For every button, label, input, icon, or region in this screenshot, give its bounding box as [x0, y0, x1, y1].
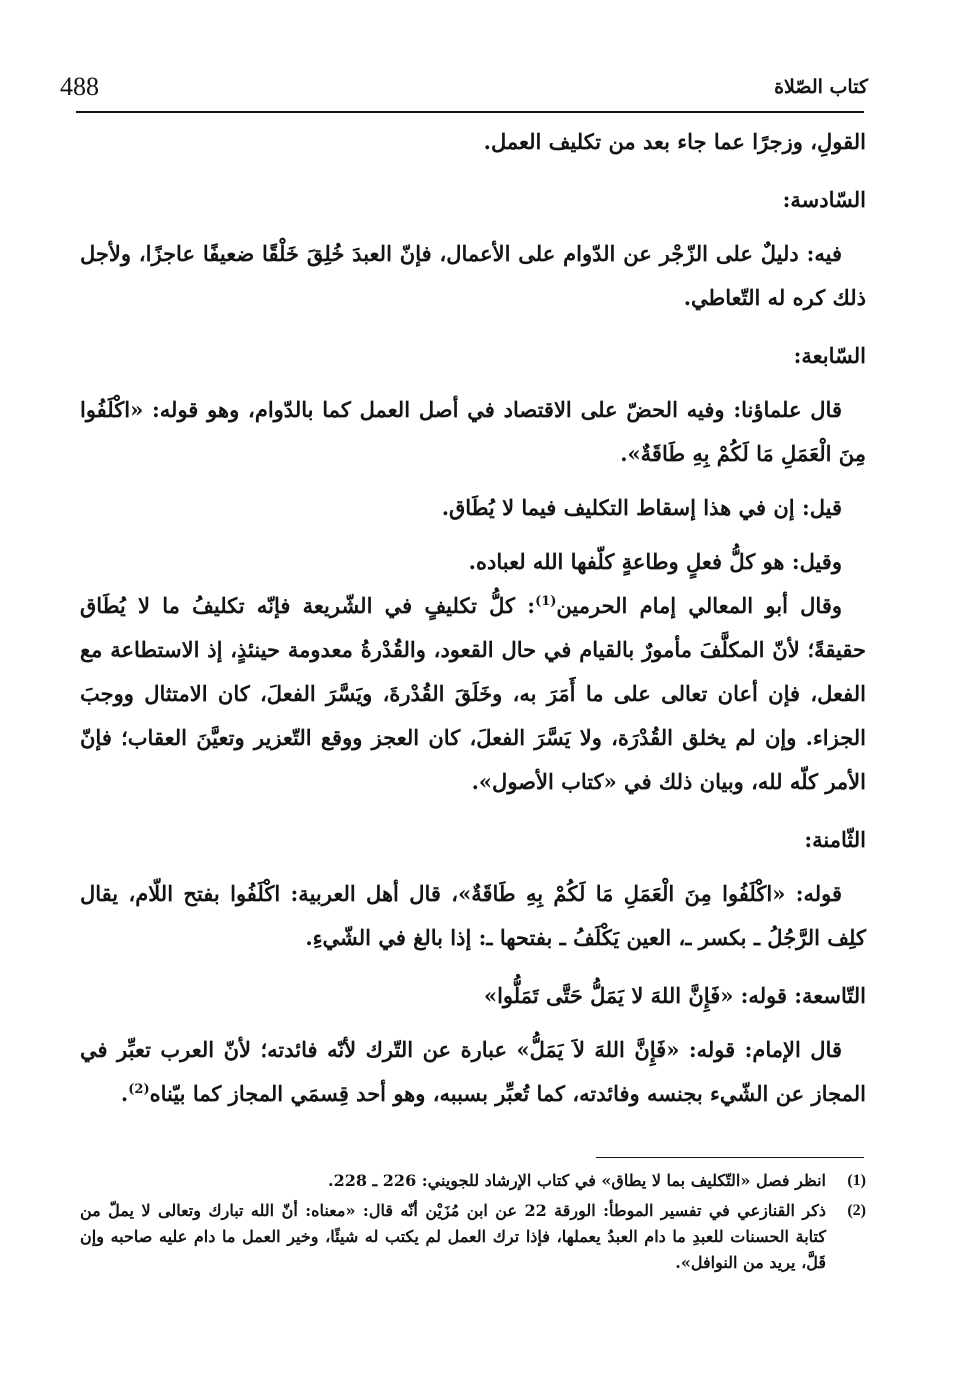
paragraph-abu-al-maali: [80, 584, 866, 804]
paragraph-eighth: قوله: «اكْلَفُوا مِنَ الْعَمَلِ مَا لَكُمْ بِهِ طَاقَةٌ»، قال أهل العربية: اكْلَفُوا بفتح اللّام، يقال كلِف الرَّجُلُ ـ بكسر ـ، العين يَكْلَفُ ـ بفتحها ـ: إذا بالغ في الشّيءِ.: [80, 881, 866, 950]
paragraph-ninth-end: .: [120, 1081, 129, 1106]
paragraph-abu-al-maali-rest: : كلُّ تكليفٍ في الشّريعة فإنّه تكليفُ ما لا يُطَاق حقيقةً؛ لأنّ المكلَّفَ مأمورٌ بالقيام في حال القعود، والقُدْرةُ معدومة حينئذٍ، إذ الاستطاعة مع الفعل، فإن أعان تعالى على ما أَمَرَ به، وخَلَقَ القُدْرةَ، ويَسَّرَ الفعلَ، كان الامتثال ووجبَ الجزاء. وإن لم يخلق القُدْرَة، ولا يَسَّرَ الفعلَ، كان العجز ووقع التّعزير وتعيَّنَ العقاب؛ فإنّ الأمر كلّه لله، وبيان ذلك في «كتاب الأصول».: [80, 593, 866, 794]
main-text: [80, 120, 866, 1116]
section-heading-sixth: السّادسة:: [782, 187, 866, 212]
section-heading-eighth: الثّامنة:: [804, 827, 866, 852]
paragraph-sixth: فيه: دليلٌ على الزّجْر عن الدّوام على الأعمال، فإنّ العبدَ خُلِقَ خَلْقًا ضعيفًا عاجزًا، ولأجل ذلك كره له التّعاطي.: [80, 241, 866, 310]
paragraph-continuation: القولِ، وزجرًا عما جاء بعد من تكليف العمل.: [483, 129, 866, 154]
footnote-item: [80, 1198, 866, 1276]
footnote-divider: [596, 1157, 864, 1158]
page-number: 488: [60, 72, 99, 101]
footnote-number: (2): [847, 1202, 866, 1219]
paragraph-ninth-start: قال الإمام: قوله: «فَإِنَّ اللهَ لاَ يَمَلُّ» عبارة عن التّرك لأنّه فائدته؛ لأنّ العرب تعبِّر في المجاز عن الشّيء بجنسه وفائدته، كما تُعبِّر بسببه، وهو أحد قِسمَي المجاز كما بيّناه: [80, 1037, 866, 1106]
footnote-text: انظر فصل «التّكليف بما لا يطاق» في كتاب الإرشاد للجويني: 226 ـ 228.: [327, 1171, 826, 1190]
paragraph-ninth: [80, 1028, 866, 1116]
running-title: كتاب الصّلاة: [774, 76, 868, 98]
section-heading-seventh: السّابعة:: [793, 343, 866, 368]
footnote-reference-1: (1): [535, 594, 557, 609]
footnotes: [80, 1168, 866, 1280]
footnote-text: ذكر القنازعي في تفسير الموطأ: الورقة 22 عن ابن مُزَيْن أنّه قال: «معناه: أنّ الله تبارك وتعالى لا يملّ من كتابة الحسنات للعبدِ ما دام العبدُ يعملها، فإذا ترك العمل لم يكتب له شيئًا، وخير العمل ما دام عليه صاحبه وإن قَلَّ، يريد من النوافل».: [80, 1201, 827, 1272]
paragraph-abu-al-maali-start: وقال أبو المعالي إمام الحرمين: [556, 593, 843, 618]
footnote-reference-2: (2): [128, 1082, 150, 1097]
header-divider: [76, 111, 864, 113]
footnote-item: [80, 1168, 866, 1194]
paragraph-qila-1: قيل: إن في هذا إسقاط التكليف فيما لا يُطَاق.: [441, 495, 842, 520]
paragraph-qila-2: وقيل: هو كلُّ فعلٍ وطاعةٍ كلّفها الله لعباده.: [468, 549, 842, 574]
page-header: [60, 66, 868, 102]
section-heading-ninth: التّاسعة: قوله: «فَإِنَّ اللهَ لا يَمَلُّ حَتَّى تَمَلُّوا»: [483, 983, 866, 1008]
footnote-number: (1): [847, 1172, 866, 1189]
paragraph-seventh: قال علماؤنا: وفيه الحضّ على الاقتصاد في أصل العمل كما بالدّوام، وهو قوله: «اكْلَفُوا مِنَ الْعَمَلِ مَا لَكُمْ بِهِ طَاقَةٌ».: [80, 397, 866, 466]
